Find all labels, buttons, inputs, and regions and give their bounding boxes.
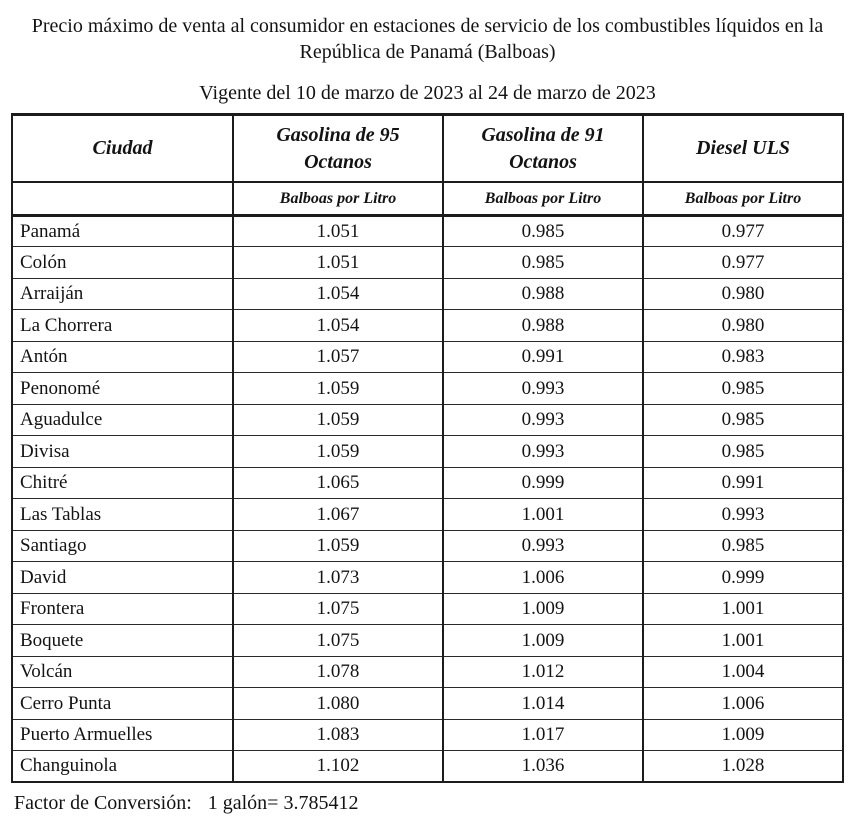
table-row <box>12 751 843 783</box>
price-cell: 1.017 <box>443 719 643 751</box>
price-cell: 0.985 <box>643 530 843 562</box>
column-header-gasolina-95: Gasolina de 95 Octanos <box>233 114 443 182</box>
price-cell: 0.993 <box>643 499 843 531</box>
table-row <box>12 719 843 751</box>
table-row <box>12 688 843 720</box>
price-cell: 1.059 <box>233 436 443 468</box>
price-cell: 1.075 <box>233 593 443 625</box>
price-cell: 1.059 <box>233 404 443 436</box>
city-cell: Changuinola <box>12 751 233 783</box>
price-cell: 1.028 <box>643 751 843 783</box>
price-cell: 0.999 <box>643 562 843 594</box>
price-cell: 1.059 <box>233 530 443 562</box>
price-cell: 1.001 <box>643 625 843 657</box>
unit-label: Balboas por Litro <box>443 182 643 215</box>
price-cell: 0.991 <box>443 341 643 373</box>
table-row <box>12 467 843 499</box>
city-cell: Las Tablas <box>12 499 233 531</box>
price-cell: 0.999 <box>443 467 643 499</box>
fuel-price-table <box>11 113 844 784</box>
city-cell: La Chorrera <box>12 310 233 342</box>
table-body <box>12 215 843 782</box>
table-row <box>12 215 843 247</box>
city-cell: Aguadulce <box>12 404 233 436</box>
price-cell: 1.014 <box>443 688 643 720</box>
column-header-ciudad: Ciudad <box>12 114 233 182</box>
price-cell: 0.985 <box>443 247 643 279</box>
price-cell: 0.977 <box>643 215 843 247</box>
price-cell: 1.009 <box>443 593 643 625</box>
price-cell: 1.067 <box>233 499 443 531</box>
table-row <box>12 310 843 342</box>
price-cell: 0.985 <box>643 373 843 405</box>
table-row <box>12 562 843 594</box>
price-cell: 0.980 <box>643 278 843 310</box>
price-cell: 1.054 <box>233 278 443 310</box>
price-cell: 1.036 <box>443 751 643 783</box>
price-cell: 0.993 <box>443 436 643 468</box>
city-cell: Penonomé <box>12 373 233 405</box>
unit-label: Balboas por Litro <box>233 182 443 215</box>
price-cell: 1.065 <box>233 467 443 499</box>
price-cell: 0.985 <box>643 436 843 468</box>
price-cell: 1.006 <box>443 562 643 594</box>
table-row <box>12 278 843 310</box>
city-cell: Divisa <box>12 436 233 468</box>
price-cell: 1.083 <box>233 719 443 751</box>
conversion-factor-label: Factor de Conversión: <box>14 792 192 815</box>
unit-label: Balboas por Litro <box>643 182 843 215</box>
city-cell: David <box>12 562 233 594</box>
price-cell: 1.051 <box>233 247 443 279</box>
price-cell: 0.988 <box>443 310 643 342</box>
price-cell: 1.004 <box>643 656 843 688</box>
price-cell: 0.993 <box>443 373 643 405</box>
table-row <box>12 247 843 279</box>
city-cell: Arraiján <box>12 278 233 310</box>
price-cell: 0.991 <box>643 467 843 499</box>
table-row <box>12 656 843 688</box>
price-cell: 0.993 <box>443 530 643 562</box>
table-row <box>12 530 843 562</box>
city-cell: Chitré <box>12 467 233 499</box>
conversion-factor <box>14 792 855 815</box>
price-cell: 1.057 <box>233 341 443 373</box>
price-cell: 0.993 <box>443 404 643 436</box>
price-cell: 1.059 <box>233 373 443 405</box>
price-cell: 0.980 <box>643 310 843 342</box>
unit-row <box>12 182 843 215</box>
price-cell: 1.075 <box>233 625 443 657</box>
price-cell: 1.006 <box>643 688 843 720</box>
price-cell: 1.009 <box>643 719 843 751</box>
price-cell: 0.988 <box>443 278 643 310</box>
column-header-gasolina-91: Gasolina de 91 Octanos <box>443 114 643 182</box>
price-cell: 1.073 <box>233 562 443 594</box>
city-cell: Colón <box>12 247 233 279</box>
table-row <box>12 593 843 625</box>
city-cell: Boquete <box>12 625 233 657</box>
table-row <box>12 436 843 468</box>
table-row <box>12 373 843 405</box>
city-cell: Puerto Armuelles <box>12 719 233 751</box>
table-row <box>12 625 843 657</box>
price-cell: 0.985 <box>643 404 843 436</box>
city-cell: Santiago <box>12 530 233 562</box>
page-title: Precio máximo de venta al consumidor en estaciones de servicio de los combustibles líquidos en la República de Panamá (Balboas) <box>31 15 824 64</box>
price-cell: 0.985 <box>443 215 643 247</box>
price-cell: 1.001 <box>643 593 843 625</box>
price-cell: 1.001 <box>443 499 643 531</box>
unit-cell-empty <box>12 182 233 215</box>
city-cell: Volcán <box>12 656 233 688</box>
price-cell: 1.080 <box>233 688 443 720</box>
price-cell: 1.078 <box>233 656 443 688</box>
price-cell: 0.983 <box>643 341 843 373</box>
table-row <box>12 341 843 373</box>
price-cell: 0.977 <box>643 247 843 279</box>
header-row <box>12 114 843 182</box>
table-row <box>12 499 843 531</box>
price-cell: 1.054 <box>233 310 443 342</box>
city-cell: Antón <box>12 341 233 373</box>
price-cell: 1.012 <box>443 656 643 688</box>
price-cell: 1.009 <box>443 625 643 657</box>
validity-period: Vigente del 10 de marzo de 2023 al 24 de marzo de 2023 <box>199 81 656 104</box>
conversion-factor-value: 1 galón= 3.785412 <box>207 792 359 815</box>
city-cell: Cerro Punta <box>12 688 233 720</box>
city-cell: Frontera <box>12 593 233 625</box>
price-cell: 1.102 <box>233 751 443 783</box>
table-row <box>12 404 843 436</box>
price-cell: 1.051 <box>233 215 443 247</box>
column-header-diesel-uls: Diesel ULS <box>643 114 843 182</box>
city-cell: Panamá <box>12 215 233 247</box>
